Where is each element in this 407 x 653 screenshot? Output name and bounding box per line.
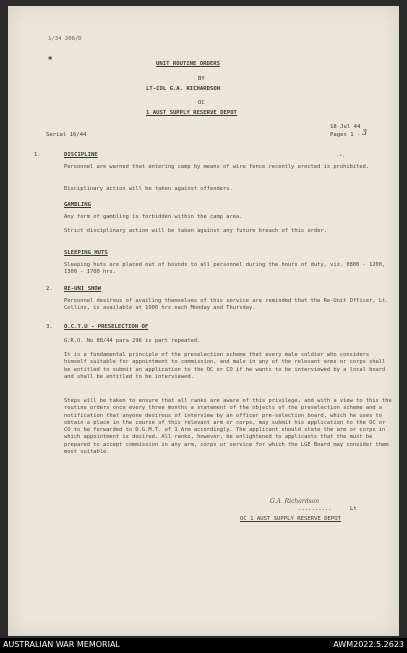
section-paragraph: Personnel are warned that entering camp by means of wire fence recently erected is prohibited. xyxy=(64,164,370,170)
serial-number: Serial 16/44 xyxy=(46,132,87,138)
section-paragraph: G.R.O. No 88/44 para 296 is part repeated. xyxy=(64,338,201,344)
section-paragraph: Personnel desirous of availing themselves of this service are reminded that the Re-Unit Officer, Lt. Collins, is available at 1900 hrs each Monday and Thursday. xyxy=(64,298,389,312)
doc-title: UNIT ROUTINE ORDERS xyxy=(156,61,220,67)
margin-mark: ·ᵃ· xyxy=(336,154,346,160)
section-heading: GAMBLING xyxy=(64,202,91,208)
archive-footer xyxy=(0,638,407,653)
section-paragraph: Strict disciplinary action will be taken against any future breach of this order. xyxy=(64,228,327,234)
section-paragraph: It is a fundamental principle of the preselection scheme that every male soldier who considers himself suitable for appointment to commission, and male in any of the relevant arms or corps shall be entitled to submit an application to the OC or CO if he wants to be interviewed by a local board and shall be entitled to be interviewed. xyxy=(64,352,386,380)
title-unit: 1 AUST SUPPLY RESERVE DEPOT xyxy=(146,110,237,116)
section-number: 2. xyxy=(46,286,53,292)
title-officer: LT-COL G.A. RICHARDSON xyxy=(146,86,221,92)
signature-block: OC 1 AUST SUPPLY RESERVE DEPOT xyxy=(240,516,342,522)
punch-mark: ✱ xyxy=(48,54,53,62)
signature: G.A. Richardson xyxy=(270,498,320,505)
section-paragraph: Any form of gambling is forbidden within the camp area. xyxy=(64,214,243,220)
institution-name: AUSTRALIAN WAR MEMORIAL xyxy=(3,640,120,649)
section-number: 3. xyxy=(46,324,53,330)
order-date: 18 Jul 44 xyxy=(330,124,361,130)
section-heading: SLEEPING HUTS xyxy=(64,250,108,256)
page-count-handwritten: 3 xyxy=(362,128,368,137)
section-heading: RE-UNI SHOW xyxy=(64,286,102,292)
document-page xyxy=(8,6,399,636)
signature-suffix: Lt xyxy=(350,506,357,512)
section-number: 1. xyxy=(34,152,41,158)
signature-line: .......... xyxy=(298,506,332,512)
section-heading: O.C.T.U - PRESELECTION OF xyxy=(64,324,149,330)
file-reference: 1/34 208/D xyxy=(48,36,82,42)
accession-number: AWM2022.5.2623 xyxy=(333,640,404,649)
title-oc: OC xyxy=(198,100,205,106)
section-paragraph: Sleeping huts are placed out of bounds to all personnel during the hours of duty, viz. 0800 - 1200, 1300 - 1700 hrs. xyxy=(64,262,386,276)
section-paragraph: Disciplinary action will be taken against offenders. xyxy=(64,186,233,192)
section-paragraph: Steps will be taken to ensure that all ranks are aware of this privilege, and with a view to this the routine orders once every three months a statement of the objects of the preselection scheme and a notification that anyone desirous of interview by an officer pre-selection board, which he uses to obtain a place in the course of this relevant arm or corps, may submit his application to the OC or CO to be forwarded to D.G.M.T. of 1 Arm accordingly. The applicant should state the arm or corps in which appointment is desired. All ranks, however, be enlightened to applicants that the must be prepared to accept commission in any arm, corps or service for which the LGE Board may consider them most suitable. xyxy=(64,398,392,456)
title-by: BY xyxy=(198,76,205,82)
section-heading: DISCIPLINE xyxy=(64,152,98,158)
pages-label: Pages 1 - xyxy=(330,132,361,138)
